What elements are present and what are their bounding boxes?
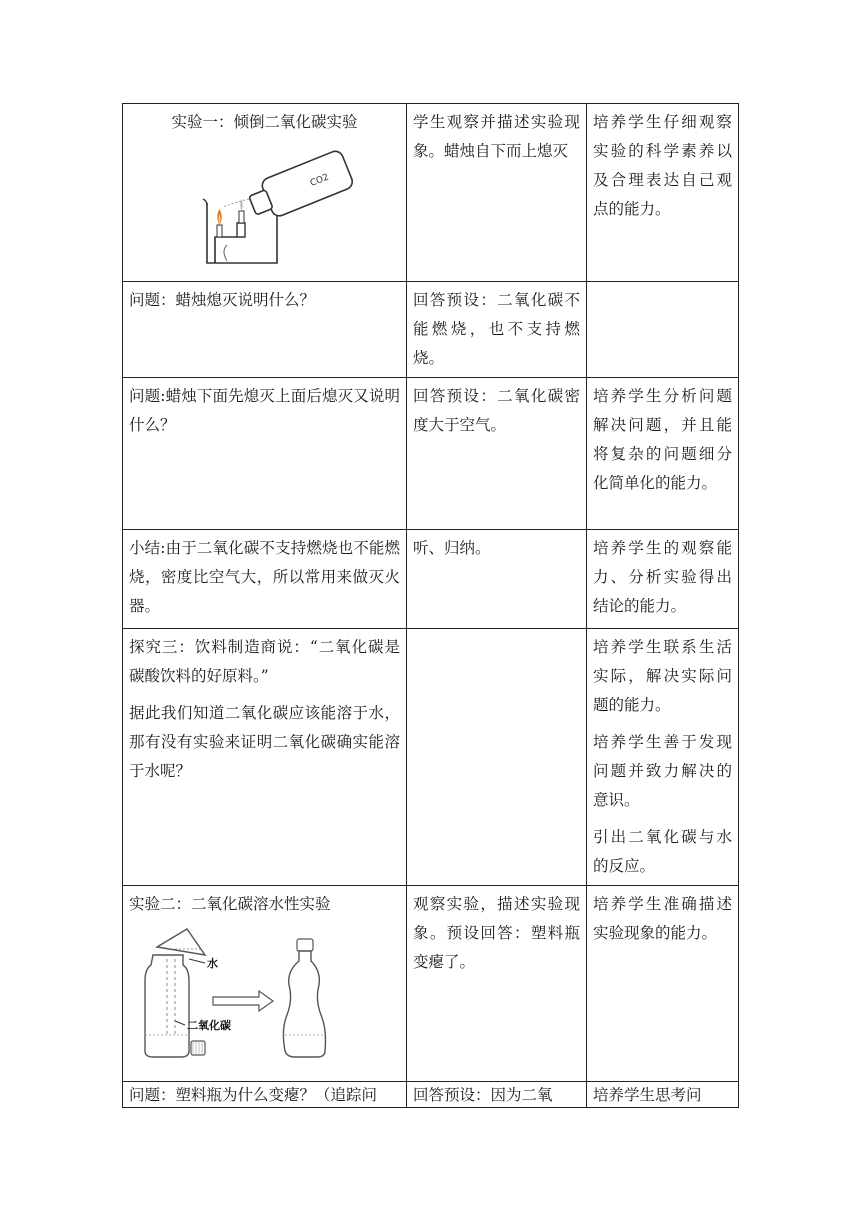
intent-paragraph: 培养学生善于发现问题并致力解决的意识。 <box>593 733 732 809</box>
inquiry-three-text: 探究三：饮料制造商说：“二氧化碳是碳酸饮料的好原料。” <box>129 638 400 685</box>
table-row <box>123 282 739 378</box>
teacher-activity-cell: 小结:由于二氧化碳不支持燃烧也不能燃烧，密度比空气大，所以常用来做灭火器。 <box>123 530 407 629</box>
design-intent-cell: 培养学生思考问 <box>587 1082 739 1108</box>
design-intent-cell: 培养学生仔细观察实验的科学素养以及合理表达自己观点的能力。 <box>587 104 739 282</box>
experiment-one-title: 实验一：倾倒二氧化碳实验 <box>171 113 358 131</box>
water-label: 水 <box>207 957 218 970</box>
intent-paragraph: 培养学生联系生活实际，解决实际问题的能力。 <box>593 638 732 714</box>
table-row <box>123 104 739 282</box>
student-activity-cell: 听、归纳。 <box>407 530 587 629</box>
design-intent-cell: 培养学生的观察能力、分析实验得出结论的能力。 <box>587 530 739 629</box>
student-activity-cell: 学生观察并描述实验现象。蜡烛自下而上熄灭 <box>407 104 587 282</box>
table-row <box>123 530 739 629</box>
student-activity-cell: 回答预设：因为二氧 <box>407 1082 587 1108</box>
teacher-activity-cell: 问题:蜡烛下面先熄灭上面后熄灭又说明什么？ <box>123 378 407 530</box>
student-activity-cell: 观察实验，描述实验现象。预设回答：塑料瓶变瘪了。 <box>407 886 587 1082</box>
intent-paragraph: 引出二氧化碳与水的反应。 <box>593 828 732 875</box>
teacher-activity-cell: 问题：塑料瓶为什么变瘪？（追踪问 <box>123 1082 407 1108</box>
table-row <box>123 1082 739 1108</box>
design-intent-cell <box>587 629 739 886</box>
co2-bottle-label: CO2 <box>308 172 331 189</box>
teacher-activity-cell <box>123 104 407 282</box>
pour-co2-diagram <box>193 141 353 269</box>
design-intent-cell <box>587 282 739 378</box>
experiment-two-title: 实验二：二氧化碳溶水性实验 <box>129 895 331 913</box>
table-row <box>123 629 739 886</box>
design-intent-cell: 培养学生分析问题解决问题，并且能将复杂的问题细分化简单化的能力。 <box>587 378 739 530</box>
student-activity-cell: 回答预设：二氧化碳密度大于空气。 <box>407 378 587 530</box>
table-row <box>123 378 739 530</box>
co2-solubility-diagram <box>131 925 331 1061</box>
student-activity-cell <box>407 629 587 886</box>
teacher-activity-cell <box>123 629 407 886</box>
co2-label: 二氧化碳 <box>187 1019 231 1032</box>
inquiry-three-question: 据此我们知道二氧化碳应该能溶于水， 那有没有实验来证明二氧化碳确实能溶于水呢？ <box>129 704 400 780</box>
design-intent-cell: 培养学生准确描述实验现象的能力。 <box>587 886 739 1082</box>
lesson-plan-table <box>122 103 739 1108</box>
student-activity-cell: 回答预设：二氧化碳不能燃烧，也不支持燃烧。 <box>407 282 587 378</box>
table-row <box>123 886 739 1082</box>
teacher-activity-cell <box>123 886 407 1082</box>
teacher-activity-cell: 问题：蜡烛熄灭说明什么？ <box>123 282 407 378</box>
